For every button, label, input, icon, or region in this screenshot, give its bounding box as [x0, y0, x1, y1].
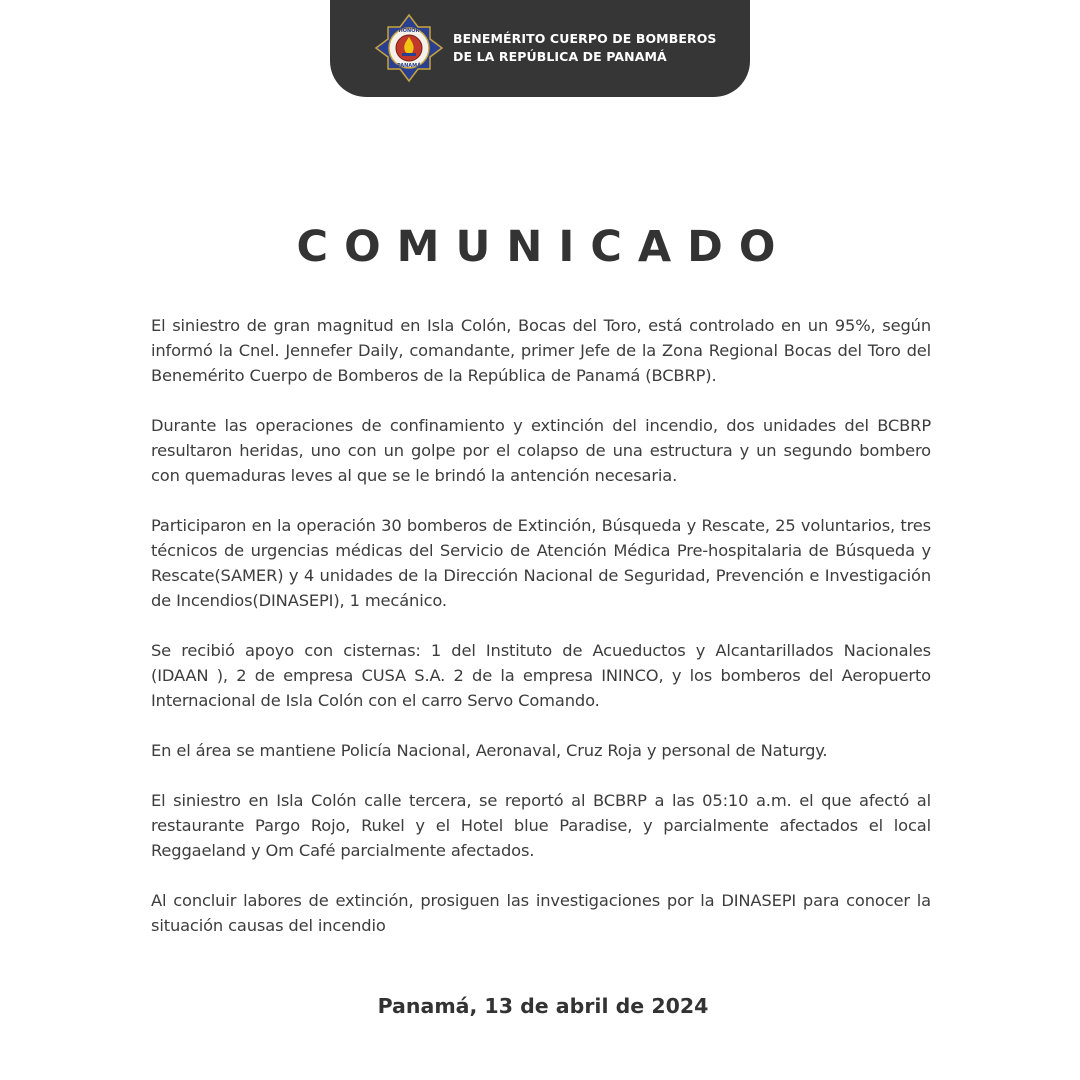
communique-body: [151, 313, 931, 963]
paragraph-injuries: Durante las operaciones de confinamiento y extinción del incendio, dos unidades del BCBRP resultaron heridas, uno con un golpe por el colapso de una estructura y un segundo bombero con quemaduras leves al que se le brindó la antención necesaria.: [151, 416, 931, 485]
logo-text-top: HONOR: [398, 28, 420, 34]
logo-text-bottom: PANAMÁ: [397, 63, 421, 69]
paragraph-investigation: Al concluir labores de extinción, prosiguen las investigaciones por la DINASEPI para conocer la situación causas del incendio: [151, 891, 931, 935]
paragraph-status: El siniestro de gran magnitud en Isla Colón, Bocas del Toro, está controlado en un 95%, según informó la Cnel. Jennefer Daily, comandante, primer Jefe de la Zona Regional Bocas del Toro del Benemérito Cuerpo de Bomberos de la República de Panamá (BCBRP).: [151, 316, 931, 385]
document-title: COMUNICADO: [296, 222, 792, 272]
paragraph-incident-report: El siniestro en Isla Colón calle tercera, se reportó al BCBRP a las 05:10 a.m. el que afectó al restaurante Pargo Rojo, Rukel y el Hotel blue Paradise, y parcialmente afectados el local Reggaeland y Om Café parcialmente afectados.: [151, 791, 931, 860]
header-banner: [330, 0, 750, 97]
organization-name: [453, 30, 717, 66]
paragraph-personnel: Participaron en la operación 30 bomberos de Extinción, Búsqueda y Rescate, 25 voluntarios, tres técnicos de urgencias médicas del Servicio de Atención Médica Pre-hospitalaria de Búsqueda y Rescate(SAMER) y 4 unidades de la Dirección Nacional de Seguridad, Prevención e Investigación de Incendios(DINASEPI), 1 mecánico.: [151, 516, 931, 610]
fire-department-emblem-icon: [374, 13, 444, 83]
paragraph-agencies: En el área se mantiene Policía Nacional, Aeronaval, Cruz Roja y personal de Naturgy.: [151, 741, 828, 760]
dateline: Panamá, 13 de abril de 2024: [377, 994, 709, 1018]
organization-name-line-1: BENEMÉRITO CUERPO DE BOMBEROS: [453, 31, 717, 46]
paragraph-support: Se recibió apoyo con cisternas: 1 del Instituto de Acueductos y Alcantarillados Nacionales (IDAAN ), 2 de empresa CUSA S.A. 2 de la empresa ININCO, y los bomberos del Aeropuerto Internacional de Isla Colón con el carro Servo Comando.: [151, 641, 931, 710]
organization-name-line-2: DE LA REPÚBLICA DE PANAMÁ: [453, 49, 667, 64]
